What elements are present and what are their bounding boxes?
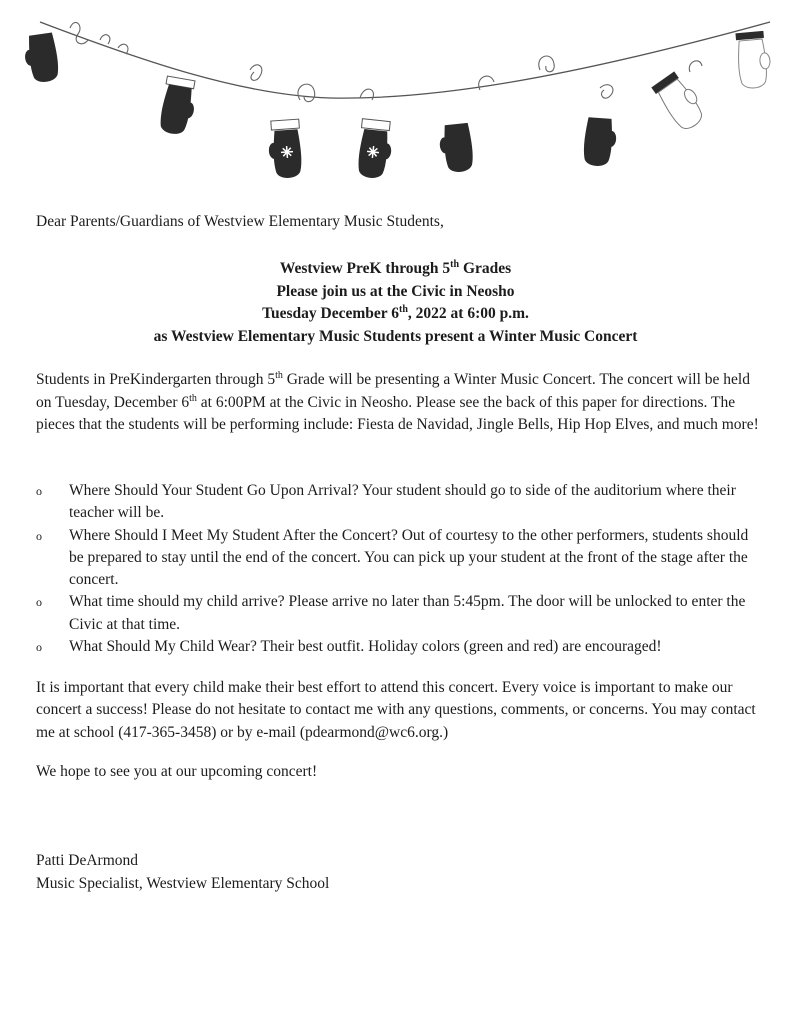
list-item: o What time should my child arrive? Please arrive no later than 5:45pm. The door will be unlocked to enter the Civic at that time.: [36, 593, 746, 633]
heading-line-date: Tuesday December 6th, 2022 at 6:00 p.m.: [262, 303, 529, 322]
mitten-garland: [0, 0, 791, 200]
bullet-circle-icon: o: [36, 595, 42, 610]
event-heading: [0, 258, 791, 348]
intro-paragraph: Students in PreKindergarten through 5th Grade will be presenting a Winter Music Concert. The concert will be held on Tuesday, December 6th at 6:00PM at the Civic in Neosho. Please see the back of this paper for directions. The pieces that the students will be performing include: Fiesta de Navidad, Jingle Bells, Hip Hop Elves, and much more!: [36, 369, 759, 433]
mitten-8-icon: [735, 31, 772, 90]
mitten-4-icon: [356, 119, 394, 180]
mitten-6-icon: [583, 117, 618, 167]
closing-paragraph: It is important that every child make their best effort to attend this concert. Every voice is important to make our concert a success! Please do not hesitate to contact me with any questions, comments, or concerns. You may contact me at school (417-365-3458) or by e-mail (pdearmond@wc6.org.): [36, 679, 756, 741]
mitten-5-icon: [438, 123, 475, 174]
faq-list: [36, 480, 766, 658]
mitten-3-icon: [267, 119, 303, 179]
heading-line-grades: Westview PreK through 5th Grades: [279, 258, 512, 277]
mitten-7-icon: [651, 69, 709, 133]
salutation: Dear Parents/Guardians of Westview Elementary Music Students,: [36, 213, 444, 230]
mitten-1-icon: [22, 32, 60, 84]
list-item: o What Should My Child Wear? Their best outfit. Holiday colors (green and red) are encouraged!: [36, 636, 766, 658]
heading-line-location: Please join us at the Civic in Neosho: [276, 282, 515, 300]
signature-block: [36, 849, 766, 895]
heading-line-concert: as Westview Elementary Music Students present a Winter Music Concert: [153, 327, 638, 345]
mitten-2-icon: [158, 76, 199, 137]
list-item: o Where Should I Meet My Student After the Concert? Out of courtesy to the other performers, students should be prepared to stay until the end of the concert. You can pick up your student at the front of the stage after the concert.: [36, 526, 749, 589]
signature-name: Patti DeArmond: [36, 852, 139, 869]
garland-curls: [70, 22, 702, 101]
bullet-circle-icon: o: [36, 484, 42, 498]
bullet-circle-icon: o: [36, 640, 42, 655]
hope-line: We hope to see you at our upcoming concert!: [36, 763, 318, 780]
bullet-circle-icon: o: [36, 528, 42, 543]
list-item: o Where Should Your Student Go Upon Arrival? Your student should go to side of the auditorium where their teacher will be.: [36, 482, 736, 522]
signature-title: Music Specialist, Westview Elementary School: [36, 875, 330, 892]
